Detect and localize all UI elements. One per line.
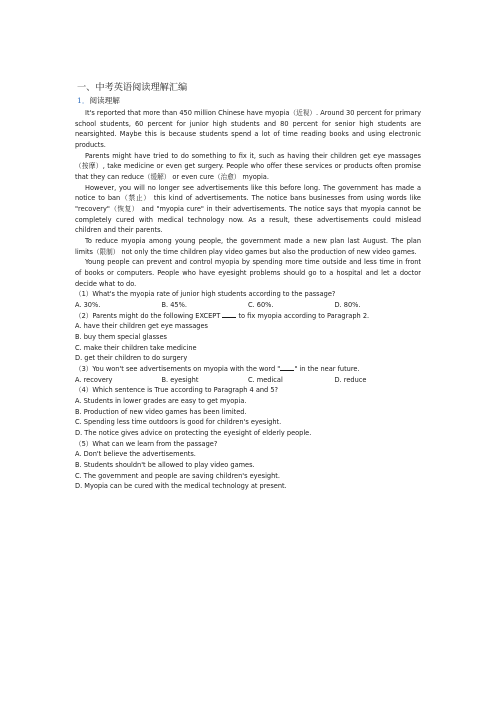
subsection-heading xyxy=(77,96,421,106)
question-1-stem: （1）What's the myopia rate of junior high students according to the passage? xyxy=(75,290,336,299)
question-3 xyxy=(75,364,421,375)
question-5-option-b[interactable]: B. Students shouldn't be allowed to play video games. xyxy=(75,461,255,470)
question-5 xyxy=(75,439,421,450)
question-3-option-b[interactable]: B. eyesight xyxy=(161,375,199,384)
question-3-stem-end: " in the near future. xyxy=(294,365,360,374)
question-2-stem-end: to fix myopia according to Paragraph 2. xyxy=(236,311,370,320)
subsection-title: 阅读理解 xyxy=(89,96,120,106)
question-2-stem: （2）Parents might do the following EXCEPT xyxy=(75,311,223,320)
answer-blank xyxy=(280,365,294,371)
passage-paragraph-5: Young people can prevent and control myopia by spending more time outside and less time in front of books or computers. People who have eyesight problems should go to a hospital and let a doctor decide what to do. xyxy=(75,258,421,288)
question-1-option-c[interactable]: C. 60%. xyxy=(248,300,274,309)
question-3-option-a[interactable]: A. recovery xyxy=(75,375,113,384)
question-5-option-a[interactable]: A. Don't believe the advertisements. xyxy=(75,450,196,459)
question-4-option-d[interactable]: D. The notice gives advice on protecting the eyesight of elderly people. xyxy=(75,429,312,438)
question-2-option-d[interactable]: D. get their children to do surgery xyxy=(75,354,188,363)
question-1-option-a[interactable]: A. 30%. xyxy=(75,300,101,309)
question-3-options xyxy=(75,375,421,386)
question-4-option-a[interactable]: A. Students in lower grades are easy to get myopia. xyxy=(75,397,247,406)
question-1-option-b[interactable]: B. 45%. xyxy=(161,300,187,309)
passage-paragraph-1: It's reported that more than 450 million Chinese have myopia（近视）. Around 30 percent for primary school students, 60 percent for junior high students and 80 percent for senior high students are nearsighted. Maybe this is because students spend a lot of time reading books and using electronic products. xyxy=(75,108,421,149)
question-1-options xyxy=(75,300,421,311)
question-4-option-b[interactable]: B. Production of new video games has been limited. xyxy=(75,407,247,416)
question-5-stem: （5）What can we learn from the passage? xyxy=(75,439,218,448)
question-3-stem: （3）You won't see advertisements on myopia with the word " xyxy=(75,365,281,374)
answer-blank xyxy=(222,312,236,318)
question-3-option-d[interactable]: D. reduce xyxy=(334,375,367,384)
section-title: 一、中考英语阅读理解汇编 xyxy=(77,82,188,93)
passage-paragraph-4: To reduce myopia among young people, the government made a new plan last August. The plan limits（限制） not only the time children play video games but also the production of new video games. xyxy=(75,236,421,256)
question-4-option-c[interactable]: C. Spending less time outdoors is good for children's eyesight. xyxy=(75,418,282,427)
question-2 xyxy=(75,311,421,322)
question-1 xyxy=(75,289,421,300)
passage-paragraph-3: However, you will no longer see advertisements like this before long. The government has made a notice to ban（禁止） this kind of advertisements. The notice bans businesses from using words like "recovery"（恢复） and "myopia cure" in their advertisements. The notice says that myopia cannot be completely cured with medical technology now. As a result, these advertisements could mislead children and their parents. xyxy=(75,183,421,235)
question-4 xyxy=(75,385,421,396)
question-5-option-d[interactable]: D. Myopia can be cured with the medical technology at present. xyxy=(75,482,287,491)
question-2-option-b[interactable]: B. buy them special glasses xyxy=(75,333,167,341)
question-4-stem: （4）Which sentence is True according to Paragraph 4 and 5? xyxy=(75,386,279,395)
question-1-option-d[interactable]: D. 80%. xyxy=(334,300,361,309)
question-3-option-c[interactable]: C. medical xyxy=(248,375,283,384)
question-5-option-c[interactable]: C. The government and people are saving children's eyesight. xyxy=(75,471,280,480)
document-page xyxy=(75,82,421,492)
passage-paragraph-2: Parents might have tried to do something to fix it, such as having their children get eye massages（按摩）, take medicine or even get surgery. People who offer these services or products often promise that they can reduce（缓解） or even cure（治愈） myopia. xyxy=(75,151,421,181)
question-2-option-c[interactable]: C. make their children take medicine xyxy=(75,343,197,352)
question-2-option-a[interactable]: A. have their children get eye massages xyxy=(75,322,208,331)
subsection-number: 1． xyxy=(77,96,90,106)
